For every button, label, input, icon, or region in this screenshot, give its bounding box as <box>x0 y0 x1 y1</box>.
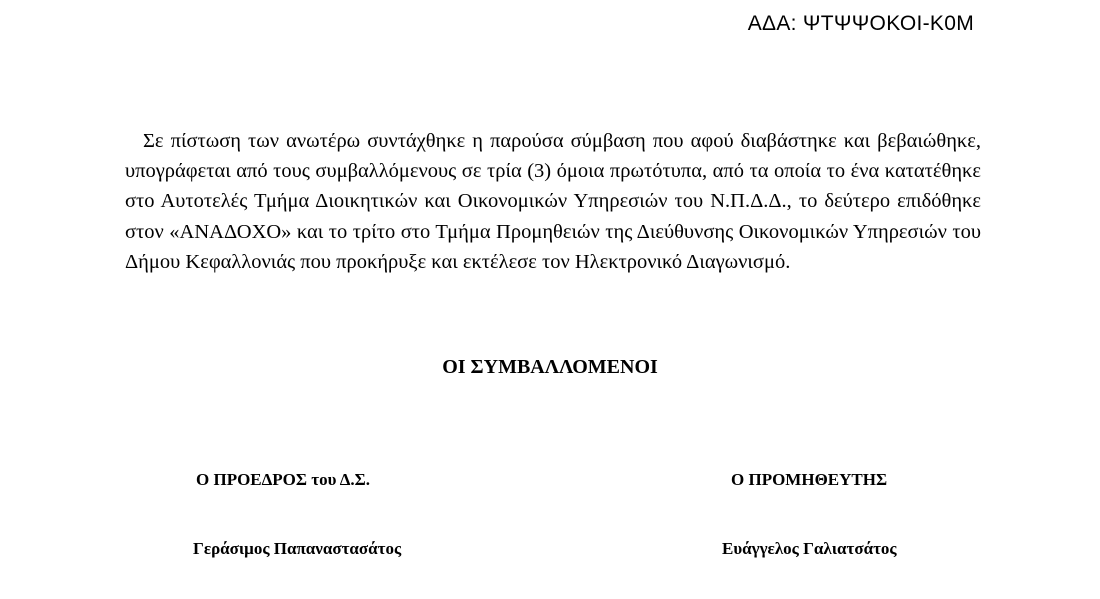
president-name: Γεράσιμος Παπαναστασάτος <box>193 539 402 558</box>
signatories-heading: ΟΙ ΣΥΜΒΑΛΛΟΜΕΝΟΙ <box>442 356 658 378</box>
ada-code: ΑΔΑ: ΨΤΨΨΟΚΟΙ-Κ0Μ <box>747 12 974 35</box>
contract-paragraph: Σε πίστωση των ανωτέρω συντάχθηκε η παρούσα σύμβαση που αφού διαβάστηκε και βεβαιώθηκε, υπογράφεται από τους συμβαλλόμενους σε τρία (3) όμοια πρωτότυπα, από τα οποία το ένα κατατέθηκε στο Αυτοτελές Τμήμα Διοικητικών και Οικονομικών Υπηρεσιών του Ν.Π.Δ.Δ., το δεύτερο επιδόθηκε στον «ΑΝΑΔΟΧΟ» και το τρίτο στο Τμήμα Προμηθειών της Διεύθυνσης Οικονομικών Υπηρεσιών του Δήμου Κεφαλλονιάς που προκήρυξε και εκτέλεσε τον Ηλεκτρονικό Διαγωνισμό. <box>125 130 981 273</box>
president-title: Ο ΠΡΟΕΔΡΟΣ του Δ.Σ. <box>196 470 371 489</box>
supplier-name: Ευάγγελος Γαλιατσάτος <box>722 539 897 558</box>
supplier-title: Ο ΠΡΟΜΗΘΕΥΤΗΣ <box>731 470 888 489</box>
